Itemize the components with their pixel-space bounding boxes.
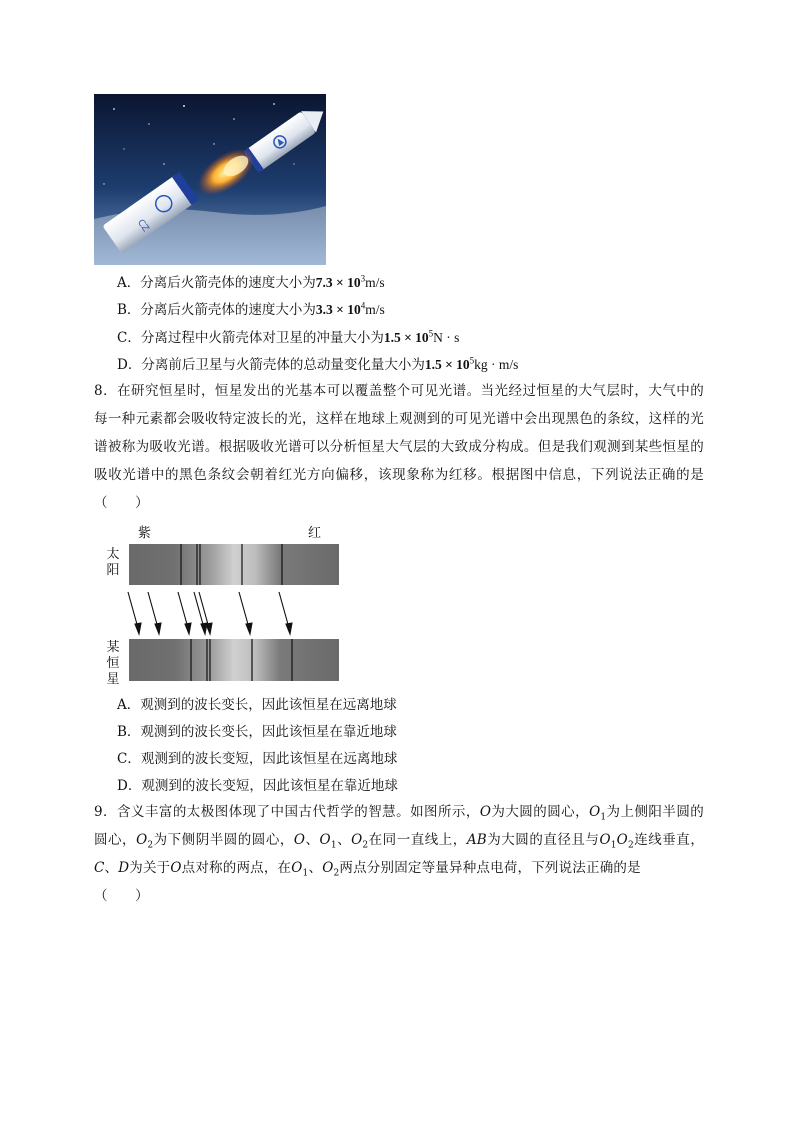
- label-sun: 太阳: [106, 547, 120, 578]
- q8-option-c: C．观测到的波长变短，因此该恒星在远离地球: [117, 751, 398, 767]
- spectrum-figure: [120, 540, 345, 686]
- q7-option-c: C．分离过程中火箭壳体对卫星的冲量大小为$1.5 \times 10^5N \cdot s$: [117, 328, 460, 346]
- q8-number: 8．: [94, 383, 118, 399]
- q7-option-a: A．分离后火箭壳体的速度大小为$7.3 \times 10^3m/s$: [117, 273, 385, 291]
- q8-option-a: A．观测到的波长变长，因此该恒星在远离地球: [117, 697, 397, 713]
- q9-stem: 9．含义丰富的太极图体现了中国古代哲学的智慧。如图所示，O为大圆的圆心，$O_1$为上侧阳半圆的圆心，$O_2$为下侧阴半圆的圆心，O、$O_1$、$O_2$在同一直线上，AB为大圆的直径且与$O_1O_2$连线垂直，C、D为关于O点对称的两点，在$O_1$、$O_2$两点分别固定等量异种点电荷，下列说法正确的是 （ ）: [94, 804, 705, 904]
- star-spectrum: [129, 639, 339, 681]
- svg-text:CZ: CZ: [135, 218, 151, 234]
- q8-option-b: B．观测到的波长变长，因此该恒星在靠近地球: [117, 724, 397, 740]
- q8-stem: 8．在研究恒星时，恒星发出的光基本可以覆盖整个可见光谱。当光经过恒星的大气层时，大气中的每一种元素都会吸收特定波长的光，这样在地球上观测到的可见光谱中会出现黑色的条纹，这样的光谱被称为吸收光谱。根据吸收光谱可以分析恒星大气层的大致成分构成。但是我们观测到某些恒星的吸收光谱中的黑色条纹会朝着红光方向偏移，该现象称为红移。根据图中信息，下列说法正确的是（ ）: [94, 383, 704, 511]
- rocket-separation-image: [94, 94, 326, 265]
- q9-number: 9．: [94, 804, 117, 820]
- label-violet: 紫: [138, 526, 152, 541]
- q7-option-d: D．分离前后卫星与火箭壳体的总动量变化量大小为$1.5 \times 10^5kg \cdot m/s$: [117, 355, 519, 373]
- label-star: 某恒星: [106, 640, 120, 687]
- sun-spectrum: [129, 544, 339, 585]
- label-red: 红: [308, 526, 322, 541]
- q7-option-b: B．分离后火箭壳体的速度大小为$3.3 \times 10^4m/s$: [117, 300, 385, 318]
- q8-option-d: D．观测到的波长变短，因此该恒星在靠近地球: [117, 778, 398, 794]
